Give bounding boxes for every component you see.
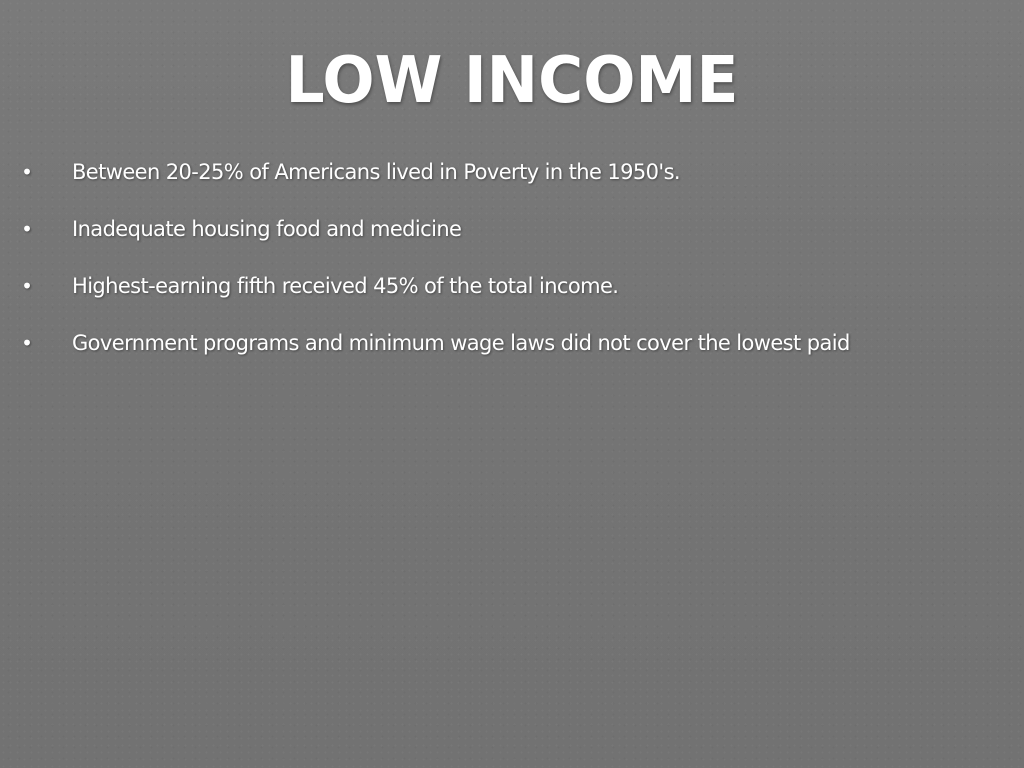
bullet-text: Government programs and minimum wage laws did not cover the lowest paid	[72, 331, 850, 355]
bullet-text: Between 20-25% of Americans lived in Poverty in the 1950's.	[72, 160, 680, 184]
bullet-icon: •	[21, 274, 33, 298]
slide-title: LOW INCOME	[285, 44, 739, 118]
list-item	[0, 210, 1024, 267]
bullet-list	[0, 153, 1024, 381]
list-item	[0, 267, 1024, 324]
bullet-icon: •	[21, 331, 33, 355]
list-item	[0, 153, 1024, 210]
bullet-text: Highest-earning fifth received 45% of the total income.	[72, 274, 619, 298]
bullet-text: Inadequate housing food and medicine	[72, 217, 462, 241]
bullet-icon: •	[21, 217, 33, 241]
list-item	[0, 324, 1024, 381]
bullet-icon: •	[21, 160, 33, 184]
